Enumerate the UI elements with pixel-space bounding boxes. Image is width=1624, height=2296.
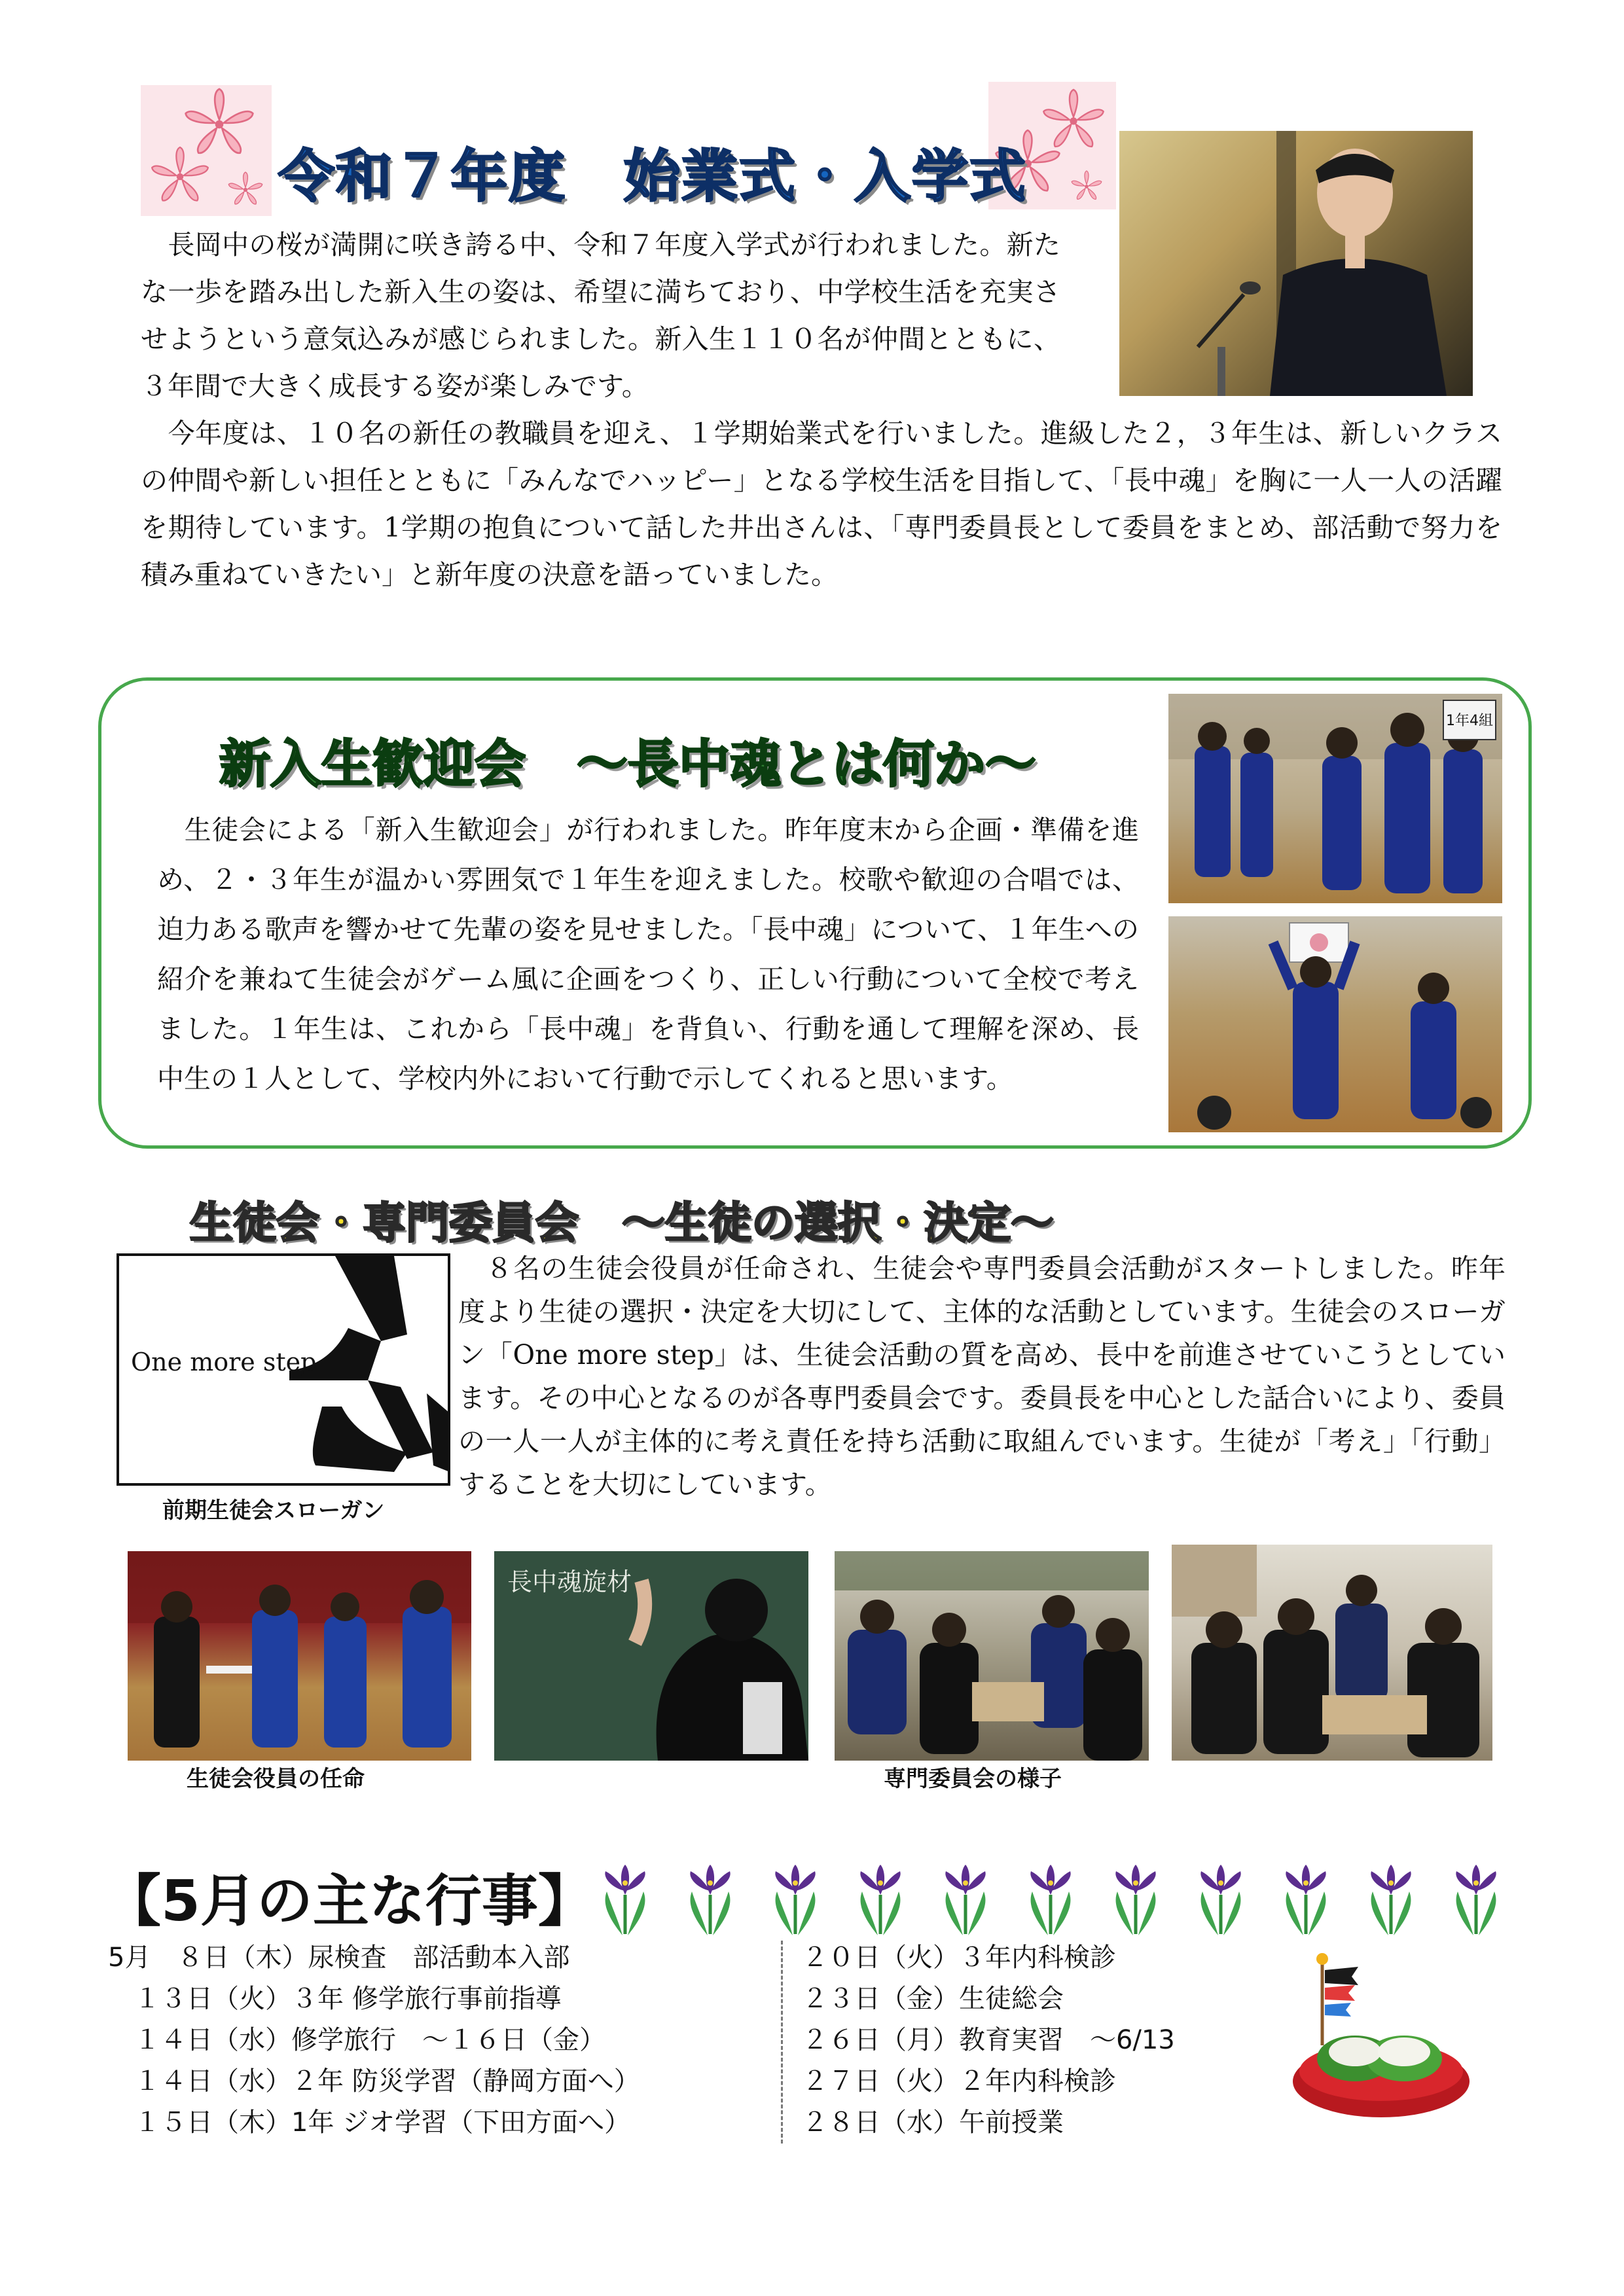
welcome-photo-top <box>1168 694 1502 903</box>
slogan-caption: 前期生徒会スローガン <box>162 1498 385 1524</box>
kashiwamochi-icon <box>1283 1947 1473 2124</box>
events-divider <box>781 1941 783 2144</box>
student-speech-image <box>1119 131 1473 396</box>
blackboard-text: 長中魂旋材 <box>507 1568 632 1596</box>
iris-flowers-icon <box>596 1846 1512 1937</box>
events-left-list <box>108 1937 769 2144</box>
events-title: 【5月の主な行事】 <box>105 1869 594 1934</box>
students-marching-image <box>1168 694 1502 903</box>
welcome-photo-bottom <box>1168 916 1502 1132</box>
section2-title: 新入生歓迎会 ～長中魂とは何か～ <box>219 735 1037 794</box>
class-sign-text: 1年4組 <box>1446 713 1493 729</box>
event-item: １３日（火）３年 修学旅行事前指導 <box>108 1984 562 2014</box>
kashiwamochi-illustration <box>1283 1947 1473 2124</box>
committee-photo-2 <box>1172 1545 1492 1761</box>
event-item: 5月 ８日（木）尿検査 部活動本入部 <box>108 1943 570 1973</box>
speech-photo <box>1119 131 1473 396</box>
event-item: ２３日（金）生徒総会 <box>802 1984 1064 2014</box>
sakura-icon <box>141 85 272 216</box>
section3-paragraph: ８名の生徒会役員が任命され、生徒会や専門委員会活動がスタートしました。昨年度より生徒の選択・決定を大切にして、主体的な活動としています。生徒会のスローガン「One more step」は、生徒会活動の質を高め、長中を前進させていこうとしています。その中心となるのが各専門委員会です。委員長を中心とした話合いにより、委員の一人一人が主体的に考え責任を持ち活動に取組んでいます。生徒が「考え」「行動」することを大切にしています。 <box>458 1253 1506 1500</box>
committee-meeting-image-1 <box>835 1551 1149 1761</box>
committee-caption: 専門委員会の様子 <box>884 1766 1062 1792</box>
committee-photo-1 <box>835 1551 1149 1761</box>
events-right-list <box>802 1937 1260 2144</box>
event-item: １４日（水）修学旅行 ～１６日（金） <box>108 2025 605 2055</box>
event-item: １５日（木）1年 ジオ学習（下田方面へ） <box>108 2108 631 2138</box>
sakura-left-decoration <box>141 85 272 216</box>
event-item: ２８日（水）午前授業 <box>802 2108 1064 2138</box>
blackboard-photo <box>494 1551 808 1761</box>
slogan-text: One more step <box>131 1348 317 1376</box>
students-sign-image <box>1168 916 1502 1132</box>
committee-meeting-image-2 <box>1172 1545 1492 1761</box>
iris-decoration-row <box>596 1846 1512 1937</box>
slogan-box <box>117 1253 450 1486</box>
section3-title: 生徒会・専門委員会 ～生徒の選択・決定～ <box>190 1198 1054 1248</box>
section1-paragraph1: 長岡中の桜が満開に咲き誇る中、令和７年度入学式が行われました。新たな一歩を踏み出した新入生の姿は、希望に満ちており、中学校生活を充実させようという意気込みが感じられました。新入生１１０名が仲間とともに、３年間で大きく成長する姿が楽しみです。 <box>141 229 1060 402</box>
appointment-image <box>128 1551 471 1761</box>
event-item: １４日（水）２年 防災学習（静岡方面へ） <box>108 2066 640 2096</box>
appointment-photo <box>128 1551 471 1761</box>
event-item: ２７日（火）２年内科検診 <box>802 2066 1116 2096</box>
event-item: ２０日（火）３年内科検診 <box>802 1943 1116 1973</box>
appointment-caption: 生徒会役員の任命 <box>187 1766 365 1792</box>
section2-paragraph: 生徒会による「新入生歓迎会」が行われました。昨年度末から企画・準備を進め、２・３年生が温かい雰囲気で１年生を迎えました。校歌や歓迎の合唱では、迫力ある歌声を響かせて先輩の姿を見せました。「長中魂」について、１年生への紹介を兼ねて生徒会がゲーム風に企画をつくり、正しい行動について全校で考えました。１年生は、これから「長中魂」を背負い、行動を通して理解を深め、長中生の１人として、学校内外において行動で示してくれると思います。 <box>157 814 1139 1094</box>
section1-title: 令和７年度 始業式・入学式 <box>278 144 1027 209</box>
blackboard-writing-image <box>494 1551 808 1761</box>
event-item: ２６日（月）教育実習 ～6/13 <box>802 2025 1175 2055</box>
section1-paragraph2: 今年度は、１０名の新任の教職員を迎え、１学期始業式を行いました。進級した２，３年生は、新しいクラスの仲間や新しい担任とともに「みんなでハッピー」となる学校生活を目指して、「長中魂」を胸に一人一人の活躍を期待しています。1学期の抱負について話した井出さんは、「専門委員長として委員をまとめ、部活動で努力を積み重ねていきたい」と新年度の決意を語っていました。 <box>141 418 1502 590</box>
